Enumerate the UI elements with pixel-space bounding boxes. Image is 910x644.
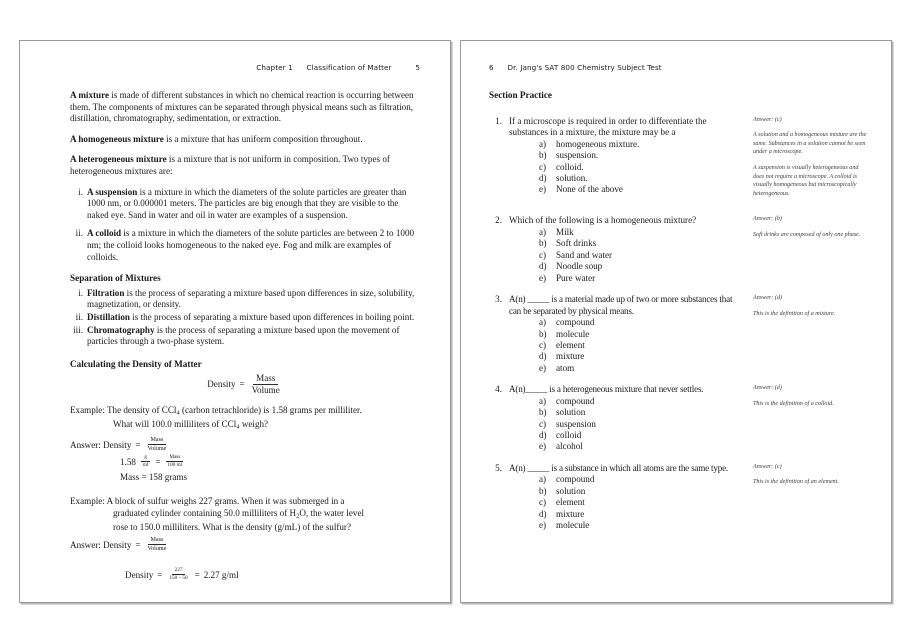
question-4-main bbox=[489, 384, 739, 453]
calculating-density-heading: Calculating the Density of Matter bbox=[70, 358, 202, 369]
choice-b[interactable] bbox=[539, 329, 739, 340]
choice-text: homogeneous mixture. bbox=[556, 138, 640, 149]
choice-b[interactable] bbox=[539, 150, 739, 161]
answer-explanation: This is the definition of a colloid. bbox=[753, 400, 834, 407]
list-item bbox=[70, 325, 420, 348]
list-item bbox=[70, 288, 420, 311]
choice-text: element bbox=[556, 339, 585, 350]
question-4-stem-line bbox=[489, 384, 739, 396]
choice-letter: d) bbox=[539, 508, 547, 519]
choice-letter: a) bbox=[539, 395, 547, 406]
choice-letter: b) bbox=[539, 238, 547, 249]
example-1-unit-fraction bbox=[140, 455, 151, 468]
choice-letter: b) bbox=[539, 150, 547, 161]
example-1 bbox=[70, 405, 420, 433]
answer-explanation: This is the definition of a mixture. bbox=[753, 310, 836, 317]
choice-text: alcohol bbox=[556, 441, 583, 452]
example-2-final-numerator: 227 bbox=[172, 568, 186, 575]
question-5-number: 5. bbox=[495, 462, 502, 473]
answer-label: Answer: (c) bbox=[753, 463, 782, 470]
choice-e[interactable] bbox=[539, 520, 739, 531]
choice-letter: e) bbox=[539, 184, 547, 195]
example-1-density-fraction bbox=[145, 437, 170, 452]
paragraph-heterogeneous-mixture bbox=[70, 154, 420, 177]
question-3-main bbox=[489, 294, 739, 374]
choice-text: None of the above bbox=[556, 184, 623, 195]
question-1-stem: If a microscope is required in order to differentiate the substances in a mixture, the mixture may be a bbox=[509, 115, 707, 138]
example-2 bbox=[70, 496, 420, 533]
example-1-answer-line bbox=[70, 437, 420, 452]
example-1-unit-numerator: g bbox=[141, 455, 150, 462]
term-suspension-definition: is a mixture in which the diameters of the solute particles are greater than 1000 nm, or 0.000001 meters. The particles are big enough that they are visible to the naked eye. Sand in water and oil in water are examples of a suspension. bbox=[87, 186, 407, 220]
choice-text: Pure water bbox=[556, 272, 596, 283]
example-1-rhs-numerator: Mass bbox=[166, 455, 183, 462]
choice-b[interactable] bbox=[539, 407, 739, 418]
density-fraction bbox=[249, 374, 283, 395]
choice-letter: e) bbox=[539, 362, 547, 373]
choice-text: atom bbox=[556, 362, 575, 373]
choice-text: compound bbox=[556, 395, 595, 406]
choice-a[interactable] bbox=[539, 227, 739, 238]
term-colloid-definition: is a mixture in which the diameters of the solute particles are between 2 to 1000 nm; the colloid looks homogeneous to the naked eye. Fog and milk are examples of colloids. bbox=[87, 228, 415, 262]
example-2-equals: = bbox=[135, 539, 141, 550]
choice-text: Sand and water bbox=[556, 249, 613, 260]
list-marker: i. bbox=[78, 287, 83, 298]
question-5-stem-line bbox=[489, 463, 739, 475]
right-page bbox=[460, 40, 892, 603]
choice-letter: c) bbox=[539, 161, 547, 172]
choice-letter: b) bbox=[539, 407, 547, 418]
question-5-choices bbox=[489, 474, 739, 531]
choice-letter: b) bbox=[539, 485, 547, 496]
choice-letter: d) bbox=[539, 351, 547, 362]
right-page-running-header bbox=[489, 63, 871, 72]
question-1-number: 1. bbox=[495, 115, 502, 126]
paragraph-homogeneous-mixture bbox=[70, 134, 420, 146]
choice-text: colloid. bbox=[556, 161, 584, 172]
list-marker: ii. bbox=[75, 228, 83, 239]
question-4-number: 4. bbox=[495, 384, 502, 395]
separation-of-mixtures-heading: Separation of Mixtures bbox=[70, 273, 161, 284]
choice-c[interactable] bbox=[539, 162, 739, 173]
example-2-final-fraction bbox=[166, 568, 190, 581]
question-2-choices bbox=[489, 227, 739, 284]
question-5 bbox=[489, 463, 871, 532]
header-chapter-title: Classification of Matter bbox=[306, 63, 392, 72]
section-practice-heading: Section Practice bbox=[489, 90, 553, 100]
answer-explanation: This is the definition of an element. bbox=[753, 479, 839, 486]
choice-text: molecule bbox=[556, 328, 590, 339]
choice-d[interactable] bbox=[539, 509, 739, 520]
choice-letter: e) bbox=[539, 520, 547, 531]
question-2-answer-note bbox=[753, 215, 871, 246]
example-2-density-fraction bbox=[145, 537, 170, 552]
choice-text: Soft drinks bbox=[556, 238, 597, 249]
choice-a[interactable] bbox=[539, 139, 739, 150]
choice-letter: e) bbox=[539, 272, 547, 283]
example-spacer bbox=[70, 483, 420, 496]
choice-text: Milk bbox=[556, 226, 574, 237]
choice-letter: a) bbox=[539, 474, 547, 485]
example-1-fraction-numerator: Mass bbox=[148, 437, 167, 445]
heterogeneous-types-list bbox=[70, 187, 420, 264]
choice-text: solution bbox=[556, 407, 586, 418]
list-marker: i. bbox=[78, 186, 83, 197]
example-1-fraction-denominator: Volume bbox=[147, 445, 167, 452]
answer-label: Answer: (c) bbox=[753, 116, 782, 123]
example-2-label: Example: bbox=[70, 496, 105, 507]
choice-letter: d) bbox=[539, 430, 547, 440]
choice-text: element bbox=[556, 497, 585, 508]
choice-e[interactable] bbox=[539, 184, 739, 195]
question-2 bbox=[489, 215, 871, 284]
example-1-line2-a: What will 100.0 milliliters of CCl bbox=[113, 419, 237, 430]
choice-c[interactable] bbox=[539, 419, 739, 430]
question-3-stem-line bbox=[489, 294, 739, 317]
choice-text: solution. bbox=[556, 173, 588, 183]
choice-d[interactable] bbox=[539, 173, 739, 184]
example-1-text-b: (carbon tetrachloride) is 1.58 grams per milliliter. bbox=[179, 405, 362, 416]
choice-letter: c) bbox=[539, 497, 547, 508]
density-formula-lhs: Density bbox=[207, 379, 236, 390]
choice-letter: c) bbox=[539, 249, 547, 260]
example-2-final-equation bbox=[125, 568, 420, 581]
term-chromatography: Chromatography bbox=[87, 324, 155, 335]
left-page bbox=[19, 40, 451, 603]
answer-label: Answer: (d) bbox=[753, 294, 782, 301]
question-5-stem: A(n) _____ is a substance in which all atoms are the same type. bbox=[509, 462, 728, 473]
choice-letter: a) bbox=[539, 138, 547, 149]
question-3-answer-note bbox=[753, 294, 871, 325]
choice-c[interactable] bbox=[539, 340, 739, 351]
term-distillation-definition: is the process of separating a mixture based upon differences in boiling point. bbox=[129, 311, 415, 322]
header-chapter: Chapter 1 bbox=[256, 63, 293, 72]
question-5-main bbox=[489, 463, 739, 532]
example-2-line-2 bbox=[113, 508, 420, 522]
question-4-answer-note bbox=[753, 384, 871, 415]
example-1-step-equals: = bbox=[155, 456, 161, 467]
right-page-number: 6 bbox=[489, 63, 494, 72]
choice-text: solution bbox=[556, 485, 586, 496]
example-2-fraction-numerator: Mass bbox=[148, 537, 167, 545]
choice-a[interactable] bbox=[539, 396, 739, 407]
question-2-number: 2. bbox=[495, 215, 502, 226]
choice-e[interactable] bbox=[539, 273, 739, 284]
question-4 bbox=[489, 384, 871, 453]
example-1-value: 1.58 bbox=[120, 456, 136, 467]
example-2-subscript: 2 bbox=[296, 512, 300, 520]
example-1-rhs-fraction bbox=[165, 455, 186, 468]
question-2-stem: Which of the following is a homogeneous mixture? bbox=[509, 215, 697, 226]
question-1 bbox=[489, 116, 871, 206]
list-item bbox=[70, 312, 420, 324]
term-heterogeneous-mixture: A heterogeneous mixture bbox=[70, 154, 167, 165]
density-formula bbox=[70, 374, 420, 395]
density-fraction-numerator: Mass bbox=[253, 374, 278, 385]
choice-letter: e) bbox=[539, 441, 547, 452]
term-chromatography-definition: is the process of separating a mixture based upon the movement of particles through a two-phase system. bbox=[87, 324, 400, 347]
example-1-label: Example: bbox=[70, 405, 105, 416]
choice-d[interactable] bbox=[539, 351, 739, 362]
choice-letter: a) bbox=[539, 317, 547, 328]
example-1-line-2 bbox=[113, 419, 420, 433]
example-1-line2-subscript: 4 bbox=[236, 423, 240, 431]
term-colloid: A colloid bbox=[87, 228, 122, 239]
choice-letter: a) bbox=[539, 226, 547, 237]
question-2-main bbox=[489, 215, 739, 284]
answer-explanation: Soft drinks are composed of only one phase. bbox=[753, 231, 861, 238]
choice-a[interactable] bbox=[539, 317, 739, 328]
example-2-final-equals-1: = bbox=[157, 569, 163, 580]
example-1-answer-label: Answer: Density bbox=[70, 439, 132, 450]
example-2-final-denominator: 150 – 50 bbox=[169, 574, 188, 581]
book-title: Dr. Jang's SAT 800 Chemistry Subject Test bbox=[507, 63, 662, 72]
choice-text: suspension bbox=[556, 418, 596, 429]
answer-explanation: A suspension is visually heterogeneous and does not require a microscope. A colloid is visually homogeneous but microscopically heterogeneous. bbox=[753, 164, 859, 197]
choice-d[interactable] bbox=[539, 430, 739, 441]
question-4-stem: A(n)_____ is a heterogeneous mixture that never settles. bbox=[509, 384, 704, 395]
answer-explanation: A solution and a homogeneous mixture are the same. Substances in a solution cannot be seen under a microscope. bbox=[753, 132, 867, 156]
example-1-subscript: 4 bbox=[176, 409, 180, 417]
list-item bbox=[70, 187, 420, 222]
left-page-running-header bbox=[70, 63, 420, 72]
term-homogeneous-mixture-definition: is a mixture that has uniform composition throughout. bbox=[163, 133, 363, 144]
choice-letter: c) bbox=[539, 339, 547, 350]
question-2-stem-line bbox=[489, 215, 739, 227]
example-2-spacer bbox=[70, 552, 420, 565]
choice-text: Noodle soup bbox=[556, 261, 603, 272]
left-page-number: 5 bbox=[415, 63, 420, 72]
example-2-answer-line bbox=[70, 537, 420, 552]
question-5-answer-note bbox=[753, 463, 871, 494]
list-marker: ii. bbox=[75, 311, 83, 322]
example-2-line-3: rose to 150.0 milliliters. What is the density (g/mL) of the sulfur? bbox=[113, 521, 351, 532]
example-1-result: Mass = 158 grams bbox=[120, 472, 188, 483]
term-mixture-definition: is made of different substances in which no chemical reaction is occurring between them. The components of mixtures can be separated through physical means such as filtration, distillation, chromatography, sedimentation, or extraction. bbox=[70, 90, 414, 124]
term-heterogeneous-mixture-definition: is a mixture that is not uniform in composition. Two types of heterogeneous mixtures are: bbox=[70, 154, 390, 176]
example-1-rhs-denominator: 100 ml bbox=[167, 461, 183, 468]
example-2-final-equals-2: = bbox=[194, 569, 200, 580]
question-3-number: 3. bbox=[495, 293, 502, 304]
choice-text: compound bbox=[556, 474, 595, 485]
choice-text: mixture bbox=[556, 351, 585, 362]
question-3 bbox=[489, 294, 871, 374]
question-3-choices bbox=[489, 317, 739, 374]
choice-e[interactable] bbox=[539, 441, 739, 452]
choice-c[interactable] bbox=[539, 497, 739, 508]
example-2-line2-b: O, the water level bbox=[299, 507, 365, 518]
density-formula-equals: = bbox=[239, 379, 245, 390]
example-2-line2-a: graduated cylinder containing 50.0 milliliters of H bbox=[113, 507, 297, 518]
term-mixture: A mixture bbox=[70, 90, 109, 100]
term-filtration: Filtration bbox=[87, 287, 125, 298]
paragraph-mixture bbox=[70, 90, 420, 125]
choice-letter: b) bbox=[539, 328, 547, 339]
choice-letter: c) bbox=[539, 418, 547, 429]
answer-label: Answer: (b) bbox=[753, 216, 782, 223]
choice-d[interactable] bbox=[539, 261, 739, 272]
choice-c[interactable] bbox=[539, 250, 739, 261]
choice-text: molecule bbox=[556, 520, 590, 531]
example-1-line-1 bbox=[70, 405, 420, 419]
choice-a[interactable] bbox=[539, 474, 739, 485]
example-1-unit-denominator: ml bbox=[142, 461, 149, 468]
example-2-final-lhs: Density bbox=[125, 569, 154, 580]
example-2-line-1 bbox=[70, 496, 420, 508]
choice-text: mixture bbox=[556, 508, 585, 519]
density-fraction-denominator: Volume bbox=[251, 384, 280, 395]
choice-text: suspension. bbox=[556, 150, 599, 161]
list-item bbox=[70, 228, 420, 263]
answer-label: Answer: (d) bbox=[753, 385, 782, 392]
example-1-text-a: The density of CCl bbox=[106, 405, 177, 416]
choice-b[interactable] bbox=[539, 238, 739, 249]
choice-e[interactable] bbox=[539, 363, 739, 374]
example-2-text: A block of sulfur weighs 227 grams. When it was submerged in a bbox=[106, 496, 345, 507]
term-suspension: A suspension bbox=[87, 186, 138, 197]
question-1-answer-note bbox=[753, 116, 871, 206]
example-2-answer-label: Answer: Density bbox=[70, 539, 132, 550]
list-marker: iii. bbox=[73, 324, 83, 335]
example-1-substitution bbox=[120, 455, 420, 468]
choice-text: colloid bbox=[556, 430, 582, 440]
choice-letter: d) bbox=[539, 261, 547, 272]
example-1-line2-b: weigh? bbox=[239, 419, 269, 430]
choice-letter: d) bbox=[539, 173, 547, 183]
term-homogeneous-mixture: A homogeneous mixture bbox=[70, 133, 164, 144]
example-2-fraction-denominator: Volume bbox=[147, 545, 167, 552]
term-distillation: Distillation bbox=[87, 311, 130, 322]
example-1-equals: = bbox=[135, 439, 141, 450]
question-1-choices bbox=[489, 139, 739, 196]
question-1-stem-line bbox=[489, 116, 739, 139]
question-1-main bbox=[489, 116, 739, 196]
question-4-choices bbox=[489, 396, 739, 453]
choice-b[interactable] bbox=[539, 486, 739, 497]
term-filtration-definition: is the process of separating a mixture based upon differences in size, solubility, magnetization, or density. bbox=[87, 287, 415, 310]
example-2-final-result: 2.27 g/ml bbox=[203, 569, 239, 580]
choice-text: compound bbox=[556, 317, 595, 328]
question-3-stem: A(n) _____ is a material made up of two or more substances that can be separated by physical means. bbox=[509, 293, 733, 316]
separation-methods-list bbox=[70, 288, 420, 348]
